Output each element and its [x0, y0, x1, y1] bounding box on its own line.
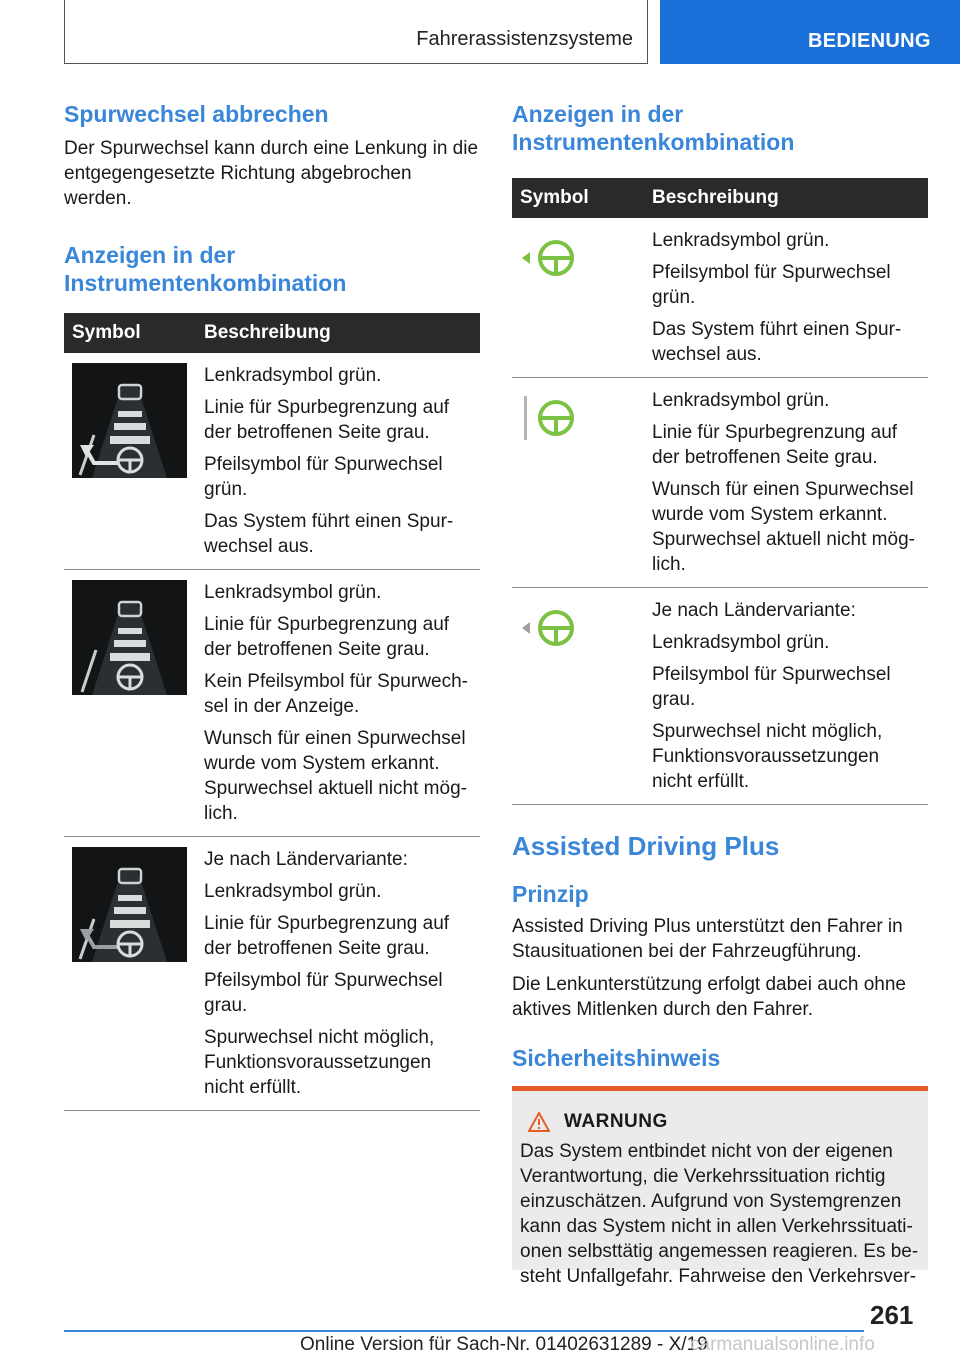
description-line: Pfeilsymbol für Spurwechsel grau. — [204, 970, 443, 1016]
table-row — [64, 353, 480, 570]
table-header-row — [64, 313, 480, 353]
symbol-cell — [64, 353, 196, 570]
description-line: Pfeilsymbol für Spurwechsel grau. — [652, 664, 891, 710]
symbol-cell — [64, 837, 196, 1111]
safety-heading: Sicherheitshinweis — [512, 1045, 721, 1071]
symbol-cell — [512, 588, 644, 805]
warning-title: WARNUNG — [564, 1111, 668, 1132]
table-row — [512, 588, 928, 805]
description-line: Linie für Spurbegrenzung auf der betroffenen Seite grau. — [204, 397, 450, 443]
table-row — [512, 218, 928, 378]
description-line: Spurwechsel nicht möglich, Funktionsvoraussetzungen nicht erfüllt. — [652, 721, 883, 792]
column-header-description: Beschreibung — [644, 178, 928, 218]
warning-text: Das System entbindet nicht von der eigenen Verantwortung, die Verkehrssituation richtig einzuschätzen. Aufgrund von Systemgrenzen kann das System nicht in allen Verkehrssituati-onen selbsttätig angemessen reagieren. Es be-steht Unfallgefahr. Fahrweise den Verkehrsver- — [520, 1141, 919, 1287]
table-row — [512, 378, 928, 588]
page-number: 261 — [870, 1300, 914, 1330]
description-line: Lenkradsymbol grün. — [204, 881, 382, 902]
column-header-symbol: Symbol — [64, 313, 196, 353]
principle-heading: Prinzip — [512, 881, 589, 907]
symbol-cell — [512, 378, 644, 588]
description-line: Das System führt einen Spur-wechsel aus. — [204, 511, 454, 557]
left-display-heading: Anzeigen in der Instrumentenkombination — [64, 242, 347, 296]
right-symbol-table — [512, 178, 928, 805]
steering-wheel-arrow-grey-icon — [520, 604, 580, 652]
principle-paragraph-2: Die Lenkunterstützung erfolgt dabei auch ohne aktives Mitlenken durch den Fahrer. — [512, 974, 906, 1020]
table-row — [64, 837, 480, 1111]
table-header-row — [512, 178, 928, 218]
description-line: Lenkradsymbol grün. — [204, 365, 382, 386]
symbol-cell — [512, 218, 644, 378]
lane-change-arrow-grey-icon — [72, 847, 187, 962]
left-symbol-table — [64, 313, 480, 1111]
online-version-note: Online Version für Sach-Nr. 01402631289 - X/19 — [300, 1334, 708, 1355]
description-line: Lenkradsymbol grün. — [652, 632, 830, 653]
column-header-description: Beschreibung — [196, 313, 480, 353]
description-line: Linie für Spurbegrenzung auf der betroffenen Seite grau. — [652, 422, 898, 468]
header-section-box — [64, 0, 648, 64]
cancel-lane-change-heading: Spurwechsel abbrechen — [64, 101, 329, 127]
warning-box — [512, 1086, 928, 1287]
description-line: Linie für Spurbegrenzung auf der betroffenen Seite grau. — [204, 614, 450, 660]
steering-wheel-arrow-green-icon — [520, 234, 580, 282]
right-column — [512, 100, 928, 1287]
description-cell — [196, 837, 480, 1111]
lane-change-no-arrow-icon — [72, 580, 187, 695]
description-cell — [644, 218, 928, 378]
description-line: Wunsch für einen Spurwechsel wurde vom System erkannt. Spurwechsel aktuell nicht mög-lich. — [652, 479, 915, 575]
assisted-driving-plus-title: Assisted Driving Plus — [512, 831, 780, 861]
header-chapter-tab: BEDIENUNG — [660, 0, 960, 64]
warning-title-row — [528, 1111, 920, 1133]
cancel-lane-change-paragraph: Der Spurwechsel kann durch eine Lenkung in die entgegengesetzte Richtung abgebrochen werden. — [64, 138, 479, 209]
description-cell — [196, 570, 480, 837]
table-row — [64, 570, 480, 837]
description-line: Linie für Spurbegrenzung auf der betroffenen Seite grau. — [204, 913, 450, 959]
header-section-title: Fahrerassistenzsysteme — [416, 28, 633, 50]
description-cell — [644, 588, 928, 805]
description-line: Spurwechsel nicht möglich, Funktionsvoraussetzungen nicht erfüllt. — [204, 1027, 435, 1098]
description-cell — [196, 353, 480, 570]
description-line: Je nach Ländervariante: — [204, 849, 408, 870]
description-line: Lenkradsymbol grün. — [652, 390, 830, 411]
description-line: Je nach Ländervariante: — [652, 600, 856, 621]
description-line: Das System führt einen Spur-wechsel aus. — [652, 319, 902, 365]
description-cell — [644, 378, 928, 588]
description-line: Pfeilsymbol für Spurwechsel grün. — [652, 262, 891, 308]
footer-rule — [64, 1330, 864, 1332]
warning-triangle-icon — [528, 1112, 550, 1132]
lane-change-arrow-green-icon — [72, 363, 187, 478]
principle-paragraph-1: Assisted Driving Plus unterstützt den Fahrer in Stausituationen bei der Fahrzeugführung. — [512, 916, 903, 962]
left-column — [64, 100, 480, 1111]
column-header-symbol: Symbol — [512, 178, 644, 218]
description-line: Lenkradsymbol grün. — [204, 582, 382, 603]
steering-wheel-lane-line-icon — [520, 394, 580, 442]
description-line: Pfeilsymbol für Spurwechsel grün. — [204, 454, 443, 500]
description-line: Wunsch für einen Spurwechsel wurde vom System erkannt. Spurwechsel aktuell nicht mög-lich. — [204, 728, 467, 824]
description-line: Kein Pfeilsymbol für Spurwech-sel in der Anzeige. — [204, 671, 468, 717]
description-line: Lenkradsymbol grün. — [652, 230, 830, 251]
watermark: carmanualsonline.info — [690, 1334, 875, 1355]
symbol-cell — [64, 570, 196, 837]
right-display-heading: Anzeigen in der Instrumentenkombination — [512, 101, 795, 155]
